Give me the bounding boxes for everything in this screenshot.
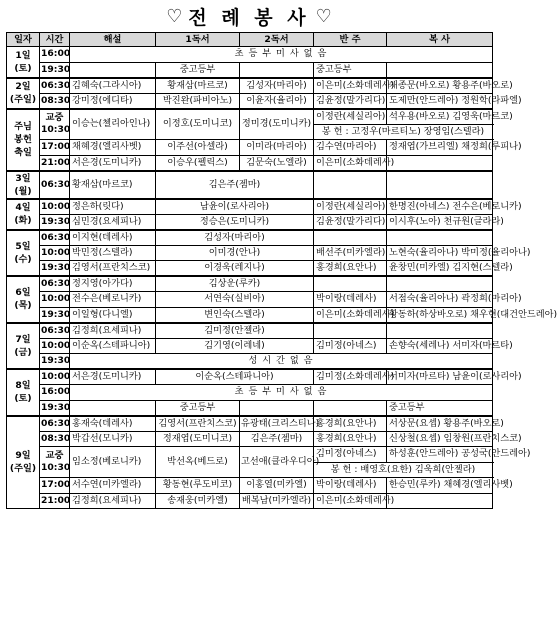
table-row [7,292,493,308]
server-cell: 노현숙(율리아나) 박미정(율리아나) [387,245,493,261]
reading2-cell [240,62,314,78]
time-cell: 교중 10:30 [40,447,70,478]
server-cell [387,493,493,509]
table-row [7,354,493,370]
reading1-cell: 이주선(아셀라) [156,140,240,156]
time-cell: 06:30 [40,416,70,432]
table-row [7,416,493,432]
time-cell: 교중 10:30 [40,109,70,140]
commentary-cell: 김영서(프란치스코) [70,261,156,277]
reading2-cell: 정미경(도미니카) [240,109,314,140]
commentary-cell [70,62,156,78]
server-cell [387,62,493,78]
table-row [7,400,493,416]
server-cell: 하성훈(안드레아) 공성국(안드레아) [387,447,493,463]
table-row [7,369,493,385]
server-cell: 이시후(노아) 천규원(글라라) [387,214,493,230]
commentary-cell: 박민정(스텔라) [70,245,156,261]
commentary-cell: 서은경(도미니카) [70,155,156,171]
organ-cell: 김미정(아네스) [314,447,387,463]
organ-cell: 이정란(세실리아) [314,199,387,215]
date-cell: 4일 (화) [7,199,40,230]
commentary-cell: 강미정(에디타) [70,93,156,109]
header-date: 일자 [7,33,40,47]
table-row [7,171,493,199]
table-row [7,447,493,463]
commentary-cell: 이승는(첼리아인나) [70,109,156,140]
date-cell: 7일 (금) [7,323,40,370]
organ-cell: 김수연(마리아) [314,140,387,156]
reader-cell: 김성자(마리아) [156,230,314,246]
date-cell: 3일(월) [7,171,40,199]
commentary-cell: 서은경(도미니카) [70,369,156,385]
time-cell: 21:00 [40,493,70,509]
table-row [7,245,493,261]
table-row [7,276,493,292]
time-cell: 19:30 [40,400,70,416]
server-cell: 서점숙(율리아나) 곽정희(마리아) [387,292,493,308]
time-cell: 10:00 [40,369,70,385]
time-cell: 19:30 [40,214,70,230]
reading2-cell [240,400,314,416]
table-row [7,261,493,277]
organ-cell [314,171,387,199]
date-cell: 1일 (토) [7,47,40,78]
time-cell: 17:00 [40,478,70,494]
organ-cell: 이은미(소화데레사) [314,78,387,94]
header-time: 시간 [40,33,70,47]
organ-cell [314,400,387,416]
table-row [7,109,493,125]
offering-note: 봉 헌 : 배영호(요한) 김욱희(안젤라) [314,462,493,478]
date-cell: 8일 (토) [7,369,40,416]
reading1-cell: 송재웅(미카엘) [156,493,240,509]
reading2-cell: 김문숙(노엘라) [240,155,314,171]
reading2-cell: 배복남(미카엘라) [240,493,314,509]
notice-cell: 성 시 간 없 음 [70,354,493,370]
organ-cell: 중고등부 [314,62,387,78]
server-cell: 신상철(요셉) 임창원(프란치스코) [387,431,493,447]
organ-cell: 김미정(소화데레사) [314,369,387,385]
server-cell: 서상문(요셉) 황용주(바오로) [387,416,493,432]
time-cell: 17:00 [40,140,70,156]
commentary-cell: 정은하(릿다) [70,199,156,215]
server-cell: 한승민(루카) 채혜경(엘리사벳) [387,478,493,494]
server-cell [387,323,493,339]
time-cell: 06:30 [40,171,70,199]
time-cell: 06:30 [40,230,70,246]
commentary-cell: 홍재숙(데레사) [70,416,156,432]
time-cell: 10:00 [40,338,70,354]
time-cell: 21:00 [40,155,70,171]
table-row [7,47,493,63]
table-row [7,323,493,339]
commentary-cell: 임소정(베로니카) [70,447,156,478]
header-server: 복 사 [387,33,493,47]
commentary-cell: 이순옥(스테파니아) [70,338,156,354]
table-row [7,478,493,494]
organ-cell: 홍경희(요안나) [314,416,387,432]
header-reading2: 2독서 [240,33,314,47]
reading2-cell: 이미라(마리아) [240,140,314,156]
notice-cell: 초 등 부 미 사 없 음 [70,47,493,63]
reader-cell: 이순옥(스테파니아) [156,369,314,385]
reader-cell: 정승은(도미니카) [156,214,314,230]
organ-cell: 홍경희(요안나) [314,261,387,277]
reading1-cell: 김영서(프란치스코) [156,416,240,432]
reader-cell: 김상운(루카) [156,276,314,292]
server-cell [387,230,493,246]
table-row [7,431,493,447]
organ-cell: 이은미(소화데레사) [314,155,387,171]
reader-cell: 김은주(젬마) [156,171,314,199]
commentary-cell: 박갑선(모니카) [70,431,156,447]
reader-cell: 변인숙(스텔라) [156,307,314,323]
commentary-cell: 채혜경(엘리사벳) [70,140,156,156]
time-cell: 19:30 [40,307,70,323]
server-cell [387,276,493,292]
header-organ: 반 주 [314,33,387,47]
time-cell: 19:30 [40,261,70,277]
server-cell: 윤창민(미카엘) 김지현(스텔라) [387,261,493,277]
time-cell: 08:30 [40,431,70,447]
organ-cell: 이정란(세실리아) [314,109,387,125]
reading1-cell: 황동현(루도비코) [156,478,240,494]
reading1-cell: 황재삼(마르코) [156,78,240,94]
table-row [7,385,493,401]
server-cell: 한명진(아네스) 전수은(베로니카) [387,199,493,215]
reader-cell: 김미정(안젤라) [156,323,314,339]
header-reading1: 1독서 [156,33,240,47]
commentary-cell: 김혜숙(그라시아) [70,78,156,94]
time-cell: 06:30 [40,276,70,292]
header-commentary: 해설 [70,33,156,47]
commentary-cell: 김정희(요세피나) [70,493,156,509]
server-cell: 도제만(안드레아) 정원학(라파엘) [387,93,493,109]
organ-cell [314,230,387,246]
organ-cell: 홍경희(요안나) [314,431,387,447]
server-cell: 중고등부 [387,400,493,416]
reader-cell: 이경욱(레지나) [156,261,314,277]
table-row [7,140,493,156]
time-cell: 10:00 [40,292,70,308]
reading1-cell: 중고등부 [156,400,240,416]
commentary-cell: 김정희(요세피나) [70,323,156,339]
reader-cell: 서연숙(실비아) [156,292,314,308]
server-cell: 서미자(마르타) 남윤이(로사리아) [387,369,493,385]
reading1-cell: 중고등부 [156,62,240,78]
server-cell [387,171,493,199]
time-cell: 16:00 [40,385,70,401]
commentary-cell: 이일형(다니엘) [70,307,156,323]
liturgy-schedule-table [6,32,557,509]
table-row [7,62,493,78]
offering-note: 봉 헌 : 고정우(마르티노) 장영임(스텔라) [314,124,493,140]
commentary-cell: 심민경(요세피나) [70,214,156,230]
time-cell: 06:30 [40,78,70,94]
time-cell: 19:30 [40,62,70,78]
server-cell: 석우용(바오로) 김영욱(마르코) [387,109,493,125]
commentary-cell: 황재삼(마르코) [70,171,156,199]
organ-cell [314,323,387,339]
table-row [7,493,493,509]
server-cell [387,155,493,171]
server-cell: 정재엽(가브리엘) 채정희(루피나) [387,140,493,156]
header-row [7,33,493,47]
time-cell: 10:00 [40,199,70,215]
title-text: 전 례 봉 사 [188,6,310,29]
organ-cell: 이은미(소화데레사) [314,307,387,323]
commentary-cell: 서수연(미카엘라) [70,478,156,494]
reading2-cell: 김성자(마리아) [240,78,314,94]
commentary-cell: 정지영(아가다) [70,276,156,292]
page-title [0,0,498,32]
time-cell: 16:00 [40,47,70,63]
organ-cell [314,276,387,292]
commentary-cell: 전수은(베로니카) [70,292,156,308]
commentary-cell: 이지현(데레사) [70,230,156,246]
table-row [7,155,493,171]
reading1-cell: 이승우(펠릭스) [156,155,240,171]
organ-cell: 김윤정(말가리다) [314,214,387,230]
heart-icon: ♡ [166,5,183,27]
table-row [7,214,493,230]
reader-cell: 남윤이(로사리아) [156,199,314,215]
date-cell: 2일 (주일) [7,78,40,109]
organ-cell: 박이랑(데레사) [314,478,387,494]
table-row [7,307,493,323]
time-cell: 08:30 [40,93,70,109]
reading2-cell: 유광태(크리스티나) [240,416,314,432]
date-cell: 6일 (목) [7,276,40,323]
date-cell: 9일 (주일) [7,416,40,509]
date-cell: 주님 봉헌 축일 [7,109,40,171]
organ-cell: 이은미(소화데레사) [314,493,387,509]
heart-icon: ♡ [315,5,332,27]
reading1-cell: 정재엽(도미니코) [156,431,240,447]
reading1-cell: 박선옥(베드로) [156,447,240,478]
reading1-cell: 이정호(도미니코) [156,109,240,140]
commentary-cell [70,400,156,416]
notice-cell: 초 등 부 미 사 없 음 [70,385,493,401]
table-row [7,199,493,215]
organ-cell: 김미정(아네스) [314,338,387,354]
organ-cell: 김윤정(말가리다) [314,93,387,109]
reading2-cell: 이윤자(율리아) [240,93,314,109]
table-row [7,93,493,109]
table-row [7,338,493,354]
date-cell: 5일 (수) [7,230,40,277]
table-row [7,230,493,246]
organ-cell: 박이랑(데레사) [314,292,387,308]
time-cell: 10:00 [40,245,70,261]
server-cell: 손향숙(세레나) 서미자(마르타) [387,338,493,354]
reading1-cell: 박진완(파비아노) [156,93,240,109]
server-cell: 채종문(바오로) 황용주(바오로) [387,78,493,94]
time-cell: 19:30 [40,354,70,370]
organ-cell: 배선주(미카엘라) [314,245,387,261]
reader-cell: 김기영(이레네) [156,338,314,354]
time-cell: 06:30 [40,323,70,339]
table-row [7,78,493,94]
server-cell: 황동하(하상바오로) 채우현(대건안드레아) [387,307,493,323]
reader-cell: 이미경(안나) [156,245,314,261]
reading2-cell: 김은주(젬마) [240,431,314,447]
reading2-cell: 이홍열(미카엘) [240,478,314,494]
reading2-cell: 고선애(클라우디아) [240,447,314,478]
